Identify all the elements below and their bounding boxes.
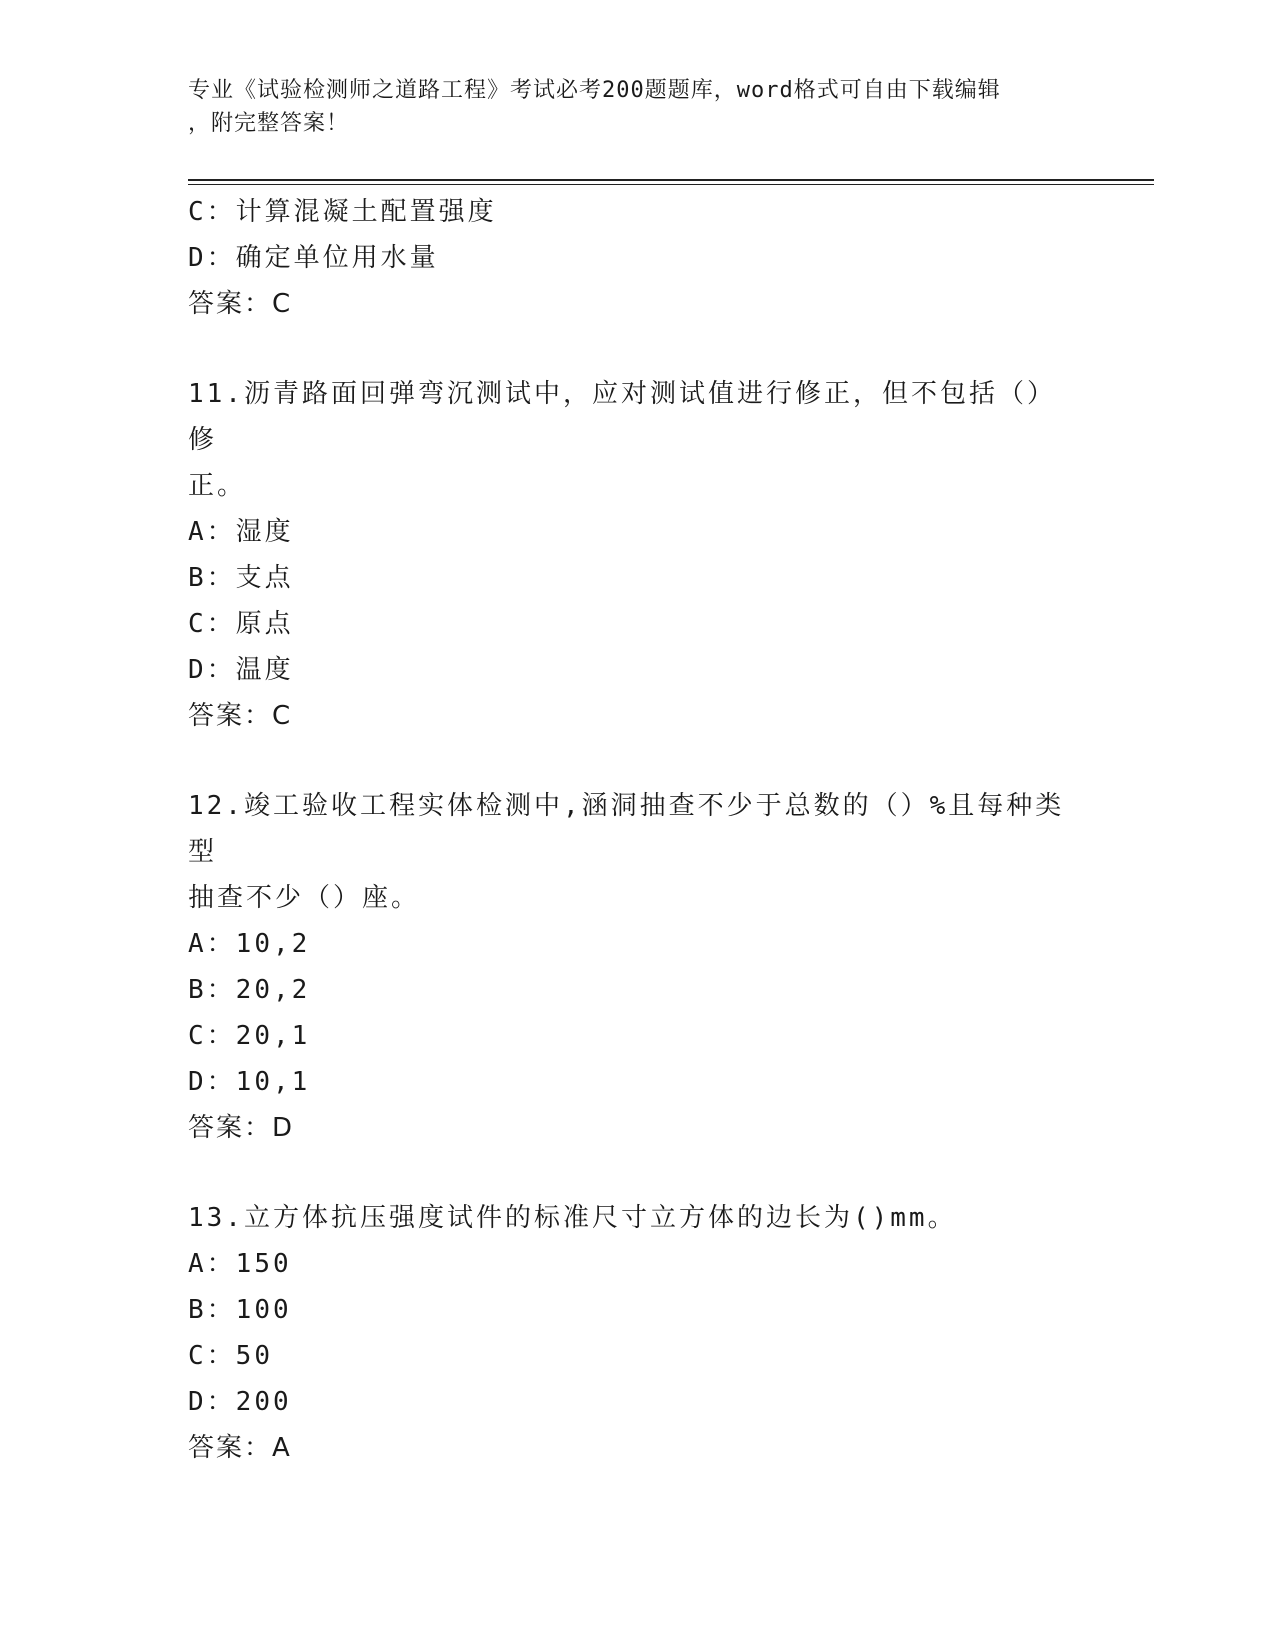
option-text: 温度 [235,655,294,685]
option-text: 200 [235,1387,292,1417]
stem-line-1: 12.竣工验收工程实体检测中,涵洞抽查不少于总数的（）%且每种类型 [188,791,1065,867]
option-text: 50 [235,1341,273,1371]
question-stem [188,1195,1078,1241]
option-d: D：200 [188,1387,292,1417]
option-label: A [188,517,207,547]
option-text: 150 [235,1249,292,1279]
header-divider [188,179,1154,185]
option-text: 计算混凝土配置强度 [235,197,497,227]
option-c: C：20,1 [188,1021,311,1051]
option-text: 20,1 [235,1021,311,1051]
stem-line-2: 抽查不少（）座。 [188,883,421,913]
option-text: 10,1 [235,1067,311,1097]
option-text: 20,2 [235,975,311,1005]
option-label: C [188,1341,207,1371]
option-label: D [188,1067,207,1097]
option-text: 原点 [235,609,294,639]
option-label: B [188,1295,207,1325]
option-label: B [188,563,207,593]
option-a: A：湿度 [188,517,294,547]
stem-line-1: 11.沥青路面回弹弯沉测试中，应对测试值进行修正，但不包括（）修 [188,379,1056,455]
question-list [188,189,1088,1471]
option-text: 确定单位用水量 [235,243,439,273]
answer-line: 答案：C [188,701,293,731]
option-a: A：10,2 [188,929,311,959]
question-stem [188,783,1078,921]
option-d: D：温度 [188,655,294,685]
header-line-1: 专业《试验检测师之道路工程》考试必考200题题库，word格式可自由下载编辑 [188,78,1001,103]
document-header [188,74,1068,140]
question-stem [188,371,1078,509]
option-d: D：确定单位用水量 [188,243,439,273]
option-text: 湿度 [235,517,294,547]
option-text: 100 [235,1295,292,1325]
option-label: C [188,609,207,639]
option-b: B：支点 [188,563,294,593]
option-c: C：原点 [188,609,294,639]
option-label: C [188,1021,207,1051]
option-label: C [188,197,207,227]
stem-line-2: 正。 [188,471,247,501]
question-13 [188,1195,1088,1471]
option-label: A [188,1249,207,1279]
option-label: D [188,655,207,685]
option-c: C：计算混凝土配置强度 [188,197,497,227]
option-d: D：10,1 [188,1067,311,1097]
option-label: B [188,975,207,1005]
answer-line: 答案：D [188,1113,295,1143]
question-11 [188,371,1088,739]
option-text: 支点 [235,563,294,593]
question-10-continued [188,189,1088,327]
option-label: A [188,929,207,959]
option-b: B：20,2 [188,975,311,1005]
option-a: A：150 [188,1249,292,1279]
answer-line: 答案：C [188,289,293,319]
option-label: D [188,243,207,273]
question-12 [188,783,1088,1151]
option-label: D [188,1387,207,1417]
option-c: C：50 [188,1341,273,1371]
answer-line: 答案：A [188,1433,292,1463]
header-line-2: ，附完整答案！ [188,111,350,136]
stem-line-1: 13.立方体抗压强度试件的标准尺寸立方体的边长为()mm。 [188,1203,957,1233]
option-b: B：100 [188,1295,292,1325]
option-text: 10,2 [235,929,311,959]
